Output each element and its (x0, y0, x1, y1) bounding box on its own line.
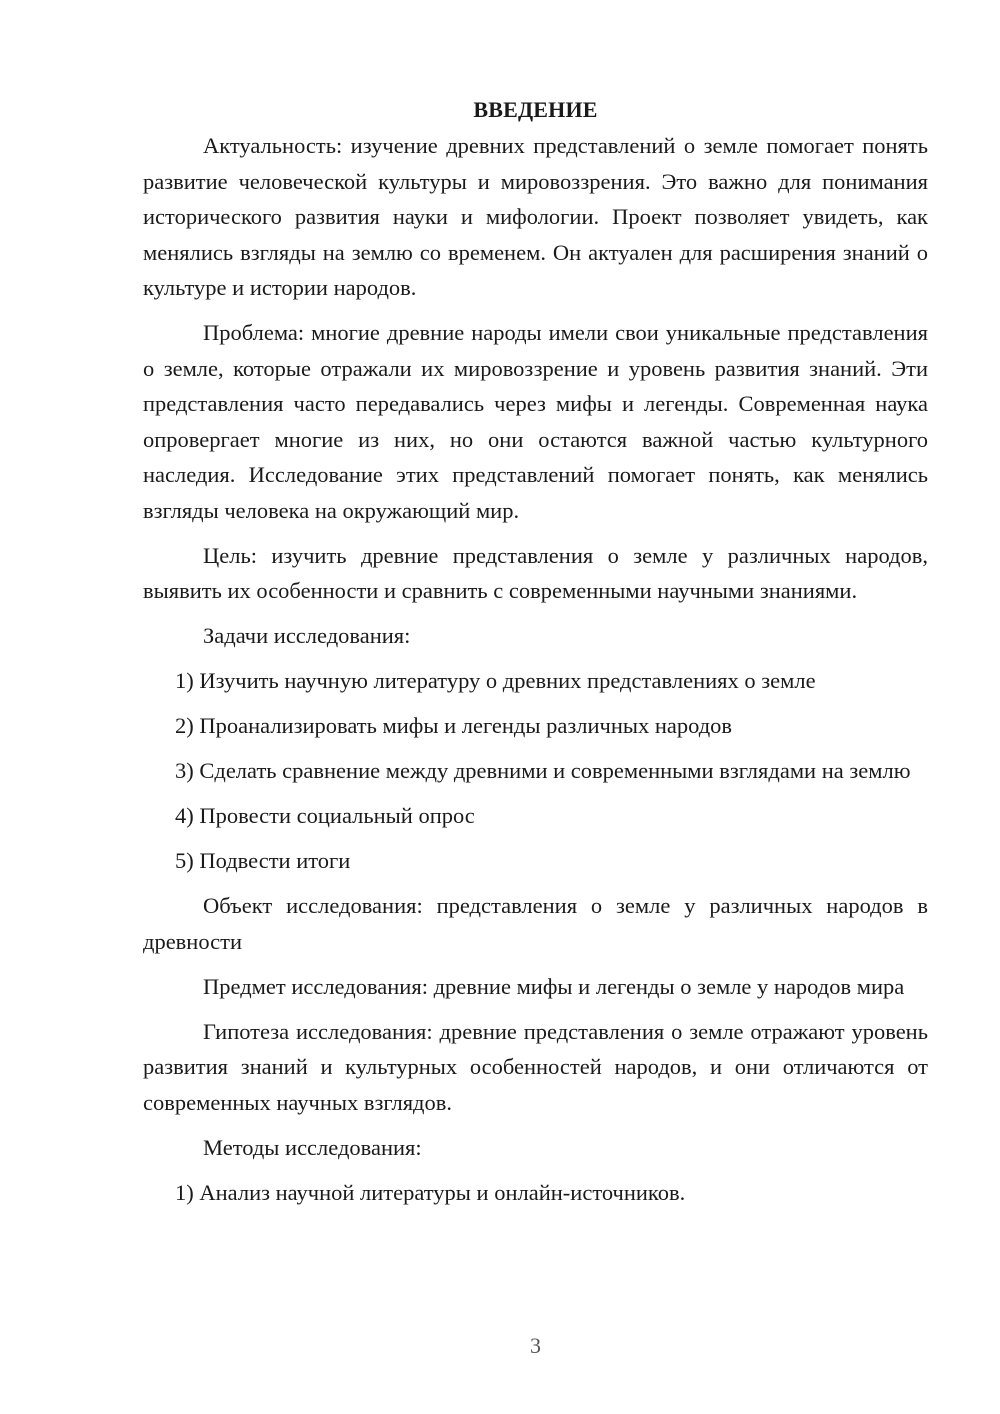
method-item-1: 1) Анализ научной литературы и онлайн-источников. (175, 1179, 686, 1205)
page-title: ВВЕДЕНИЕ (473, 97, 598, 122)
task-item-1: 1) Изучить научную литературу о древних представлениях о земле (175, 668, 816, 693)
task-item-4: 4) Провести социальный опрос (175, 803, 475, 828)
tasks-heading: Задачи исследования: (203, 623, 411, 648)
paragraph-goal: Цель: изучить древние представления о земле у различных народов, выявить их особенности и сравнить с современными научными знаниями. (143, 542, 928, 603)
paragraph-problem: Проблема: многие древние народы имели свои уникальные представления о земле, которые отражали их мировоззрение и уровень развития знаний. Эти представления часто передавались через мифы и легенды. Современная наука опровергает многие из них, но они остаются важной частью культурного наследия. Исследование этих представлений помогает понять, как менялись взгляды человека на окружающий мир. (143, 320, 928, 523)
paragraph-subject: Предмет исследования: древние мифы и легенды о земле у народов мира (203, 973, 905, 999)
task-item-3: 3) Сделать сравнение между древними и современными взглядами на землю (175, 758, 911, 783)
document-page (143, 92, 928, 1220)
task-item-5: 5) Подвести итоги (175, 848, 351, 873)
methods-heading: Методы исследования: (203, 1134, 422, 1160)
paragraph-relevance: Актуальность: изучение древних представлений о земле помогает понять развитие человеческой культуры и мировоззрения. Это важно для понимания исторического развития науки и мифологии. Проект позволяет увидеть, как менялись взгляды на землю со временем. Он актуален для расширения знаний о культуре и истории народов. (143, 133, 928, 300)
page-number: 3 (530, 1333, 541, 1358)
paragraph-object: Объект исследования: представления о земле у различных народов в древности (143, 893, 928, 954)
task-item-2: 2) Проанализировать мифы и легенды различных народов (175, 713, 733, 738)
paragraph-hypothesis: Гипотеза исследования: древние представления о земле отражают уровень развития знаний и культурных особенностей народов, и они отличаются от современных научных взглядов. (143, 1018, 928, 1115)
